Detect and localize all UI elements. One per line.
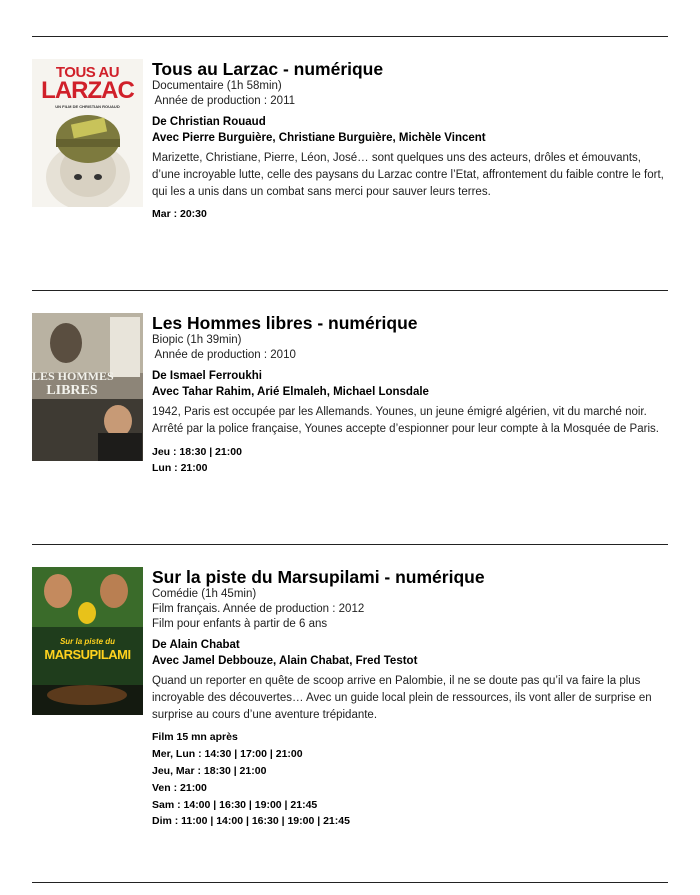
separator [32, 544, 668, 545]
film-title[interactable]: Sur la piste du Marsupilami - numérique [152, 567, 485, 587]
film-detail: Année de production : 2011 [152, 95, 296, 107]
film-synopsis: Quand un reporter en quête de scoop arrive en Palombie, il ne se doute pas qu’il va faire la plus incroyable des découvertes… Avec un guide local plein de ressources, ils vont aller de surprise en surprise au cours d’une aventure trépidante. [152, 675, 652, 721]
film-info [152, 567, 668, 830]
film-cast: Avec Jamel Debbouze, Alain Chabat, Fred Testot [152, 655, 418, 667]
separator-top [32, 36, 668, 37]
showtime-line: Ven : 21:00 [152, 781, 207, 794]
poster-title-bottom: LIBRES [46, 383, 98, 398]
film-director: De Alain Chabat [152, 639, 240, 651]
showtime-line: Lun : 21:00 [152, 462, 208, 475]
film-listing [32, 59, 668, 279]
film-detail: Année de production : 2010 [152, 349, 296, 361]
showtime-line: Mer, Lun : 14:30 | 17:00 | 21:00 [152, 748, 303, 761]
separator [32, 290, 668, 291]
film-audience: Film pour enfants à partir de 6 ans [152, 618, 328, 630]
showtimes [152, 206, 668, 223]
poster-credit: UN FILM DE CHRISTIAN ROUAUD [55, 104, 120, 109]
film-director: De Christian Rouaud [152, 116, 266, 128]
film-listing [32, 567, 668, 867]
poster-title-top: LES HOMMES [32, 369, 114, 383]
showtime-line: Mar : 20:30 [152, 208, 207, 221]
film-genre: Biopic (1h 39min) [152, 334, 242, 346]
film-listing [32, 313, 668, 533]
showtime-line: Jeu : 18:30 | 21:00 [152, 445, 242, 458]
film-genre: Documentaire (1h 58min) [152, 80, 282, 92]
film-title[interactable]: Tous au Larzac - numérique [152, 59, 384, 79]
film-info [152, 59, 668, 223]
film-genre: Comédie (1h 45min) [152, 588, 257, 600]
film-info [152, 313, 668, 477]
separator-bottom [32, 882, 668, 883]
film-synopsis: Marizette, Christiane, Pierre, Léon, José… sont quelques uns des acteurs, drôles et émouvants, d’une incroyable lutte, celle des paysans du Larzac contre l’Etat, affrontement du faible contre le fort, qui les a unis dans un combat sans merci pour sauver leurs terres. [152, 152, 664, 198]
showtimes [152, 729, 668, 830]
showtime-line: Dim : 11:00 | 14:00 | 16:30 | 19:00 | 21:45 [152, 815, 350, 828]
film-title[interactable]: Les Hommes libres - numérique [152, 313, 418, 333]
film-poster[interactable] [32, 313, 143, 461]
showtime-line: Sam : 14:00 | 16:30 | 19:00 | 21:45 [152, 798, 318, 811]
film-director: De Ismael Ferroukhi [152, 370, 262, 382]
film-detail: Film français. Année de production : 2012 [152, 603, 365, 615]
film-poster[interactable] [32, 59, 143, 207]
film-poster[interactable] [32, 567, 143, 715]
poster-title-bottom: MARSUPILAMI [44, 647, 131, 662]
film-cast: Avec Pierre Burguière, Christiane Burguière, Michèle Vincent [152, 132, 486, 144]
showtime-note: Film 15 mn après [152, 731, 238, 744]
showtimes [152, 444, 668, 478]
showtime-line: Jeu, Mar : 18:30 | 21:00 [152, 764, 267, 777]
poster-title-top: TOUS AU [55, 64, 120, 81]
poster-title-bottom: LARZAC [41, 77, 134, 104]
film-synopsis: 1942, Paris est occupée par les Allemands. Younes, un jeune émigré algérien, vit du marché noir. Arrêté par la police française, Younes accepte d’espionner pour leur compte à la Mosquée de Paris. [152, 406, 659, 435]
film-cast: Avec Tahar Rahim, Arié Elmaleh, Michael Lonsdale [152, 386, 429, 398]
poster-title-top: Sur la piste du [59, 637, 116, 646]
